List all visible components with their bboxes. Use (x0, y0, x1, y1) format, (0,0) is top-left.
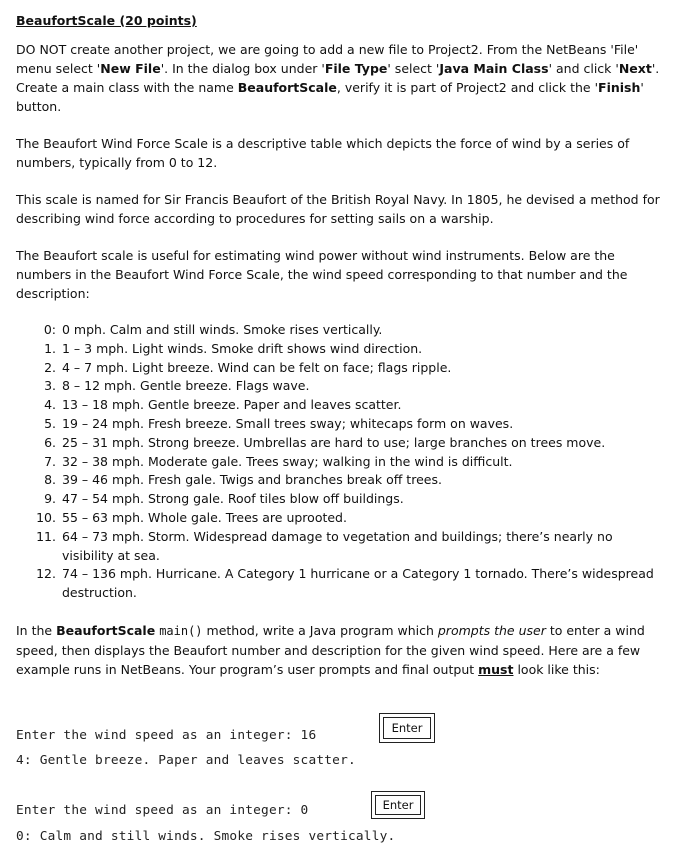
intro-text: DO NOT create another project, we are going to add a new file to Project2. From the NetBeans 'File' menu select ' (16, 42, 639, 76)
scale-item-number: 12. (36, 566, 56, 582)
scale-item-text: 32 – 38 mph. Moderate gale. Trees sway; walking in the wind is difficult. (62, 453, 513, 469)
scale-item (16, 415, 666, 434)
instructions-must: must (478, 661, 514, 677)
example-run-2-enter-button[interactable] (371, 791, 425, 819)
example-run-2-enter-label: Enter (375, 795, 421, 815)
scale-item (16, 340, 666, 359)
intro-next: Next (618, 61, 652, 76)
example-run-1-enter-label: Enter (383, 717, 431, 739)
scale-description-paragraph: The Beaufort Wind Force Scale is a descriptive table which depicts the force of wind by a series of numbers, typically from 0 to 12. (16, 136, 630, 170)
scale-history-paragraph: This scale is named for Sir Francis Beaufort of the British Royal Navy. In 1805, he devised a method for describing wind force according to procedures for setting sails on a warship. (16, 192, 660, 226)
scale-item-number: 5. (44, 415, 56, 431)
scale-item-text: 74 – 136 mph. Hurricane. A Category 1 hurricane or a Category 1 tornado. There’s widespread destruction. (62, 566, 654, 601)
instructions-class-name: BeaufortScale (56, 622, 156, 638)
scale-item-text: 25 – 31 mph. Strong breeze. Umbrellas are hard to use; large branches on trees move. (62, 434, 606, 450)
scale-item-text: 55 – 63 mph. Whole gale. Trees are uprooted. (62, 509, 347, 525)
scale-item (16, 321, 666, 340)
instructions-method-name: main() (159, 623, 203, 638)
intro-class-name: BeaufortScale (237, 80, 337, 95)
scale-item-number: 3. (44, 378, 56, 394)
scale-item-text: 4 – 7 mph. Light breeze. Wind can be felt on face; flags ripple. (62, 359, 452, 375)
scale-usage-paragraph: The Beaufort scale is useful for estimating wind power without wind instruments. Below are the numbers in the Beaufort Wind Force Scale, the wind speed corresponding to that number and the description: (16, 248, 628, 301)
assignment-title: BeaufortScale (20 points) (16, 13, 197, 28)
intro-java-main-class: Java Main Class (439, 61, 549, 76)
intro-text: , verify it is part of Project2 and click the ' (336, 80, 599, 95)
intro-text: '. Create a main class with the name (16, 61, 660, 95)
scale-item (16, 509, 666, 528)
scale-item (16, 434, 666, 453)
intro-paragraph (16, 40, 666, 116)
scale-item-text: 13 – 18 mph. Gentle breeze. Paper and leaves scatter. (62, 397, 402, 413)
scale-item (16, 377, 666, 396)
scale-item-text: 64 – 73 mph. Storm. Widespread damage to vegetation and buildings; there’s nearly no visibility at sea. (62, 528, 613, 563)
scale-item (16, 528, 666, 566)
instructions-text: In the (16, 622, 57, 638)
scale-item-number: 1. (44, 340, 56, 356)
scale-item-text: 1 – 3 mph. Light winds. Smoke drift shows wind direction. (62, 340, 423, 356)
scale-item-text: 19 – 24 mph. Fresh breeze. Small trees sway; whitecaps form on waves. (62, 415, 514, 431)
instructions-text: method, write a Java program which (202, 622, 438, 638)
scale-item-number: 10. (36, 509, 56, 525)
intro-text: ' select ' (387, 61, 440, 76)
scale-item (16, 565, 666, 603)
scale-item (16, 453, 666, 472)
example-run-1-output: 4: Gentle breeze. Paper and leaves scatter. (16, 753, 356, 768)
intro-file-type: File Type (324, 61, 388, 76)
instructions-paragraph (16, 621, 666, 679)
intro-new-file: New File (100, 61, 161, 76)
instructions-text: to enter a wind speed, then displays the Beaufort number and description for the given wind speed. Here are a few example runs in NetBeans. Your program’s user prompts and final output (16, 622, 645, 677)
scale-item-text: 39 – 46 mph. Fresh gale. Twigs and branches break off trees. (62, 472, 442, 488)
scale-item-number: 11. (36, 528, 56, 544)
intro-finish: Finish (598, 80, 641, 95)
instructions-text: look like this: (513, 661, 600, 677)
example-run-1-enter-button[interactable] (379, 713, 435, 743)
scale-item-number: 2. (44, 359, 56, 375)
scale-item-text: 0 mph. Calm and still winds. Smoke rises vertically. (62, 322, 383, 337)
scale-item-number: 6. (44, 434, 56, 450)
scale-item-text: 8 – 12 mph. Gentle breeze. Flags wave. (62, 378, 310, 394)
scale-item-number: 9. (44, 491, 56, 507)
example-run-2-prompt: Enter the wind speed as an integer: 0 (16, 803, 309, 818)
intro-text: ' and click ' (548, 61, 619, 76)
example-run-2-output: 0: Calm and still winds. Smoke rises vertically. (16, 829, 396, 844)
scale-item-text: 47 – 54 mph. Strong gale. Roof tiles blow off buildings. (62, 491, 404, 507)
intro-text: '. In the dialog box under ' (160, 61, 325, 76)
scale-item (16, 471, 666, 490)
scale-item-number: 0: (43, 322, 56, 337)
beaufort-scale-list (16, 321, 666, 603)
scale-item (16, 359, 666, 378)
example-run-1-prompt: Enter the wind speed as an integer: 16 (16, 728, 317, 743)
scale-item-number: 4. (44, 397, 56, 413)
instructions-emphasis: prompts the user (437, 622, 546, 638)
intro-text: ' button. (16, 80, 644, 114)
scale-item-number: 7. (44, 453, 56, 469)
scale-item-number: 8. (44, 472, 56, 488)
scale-item (16, 396, 666, 415)
assignment-document (16, 11, 666, 697)
scale-item (16, 490, 666, 509)
